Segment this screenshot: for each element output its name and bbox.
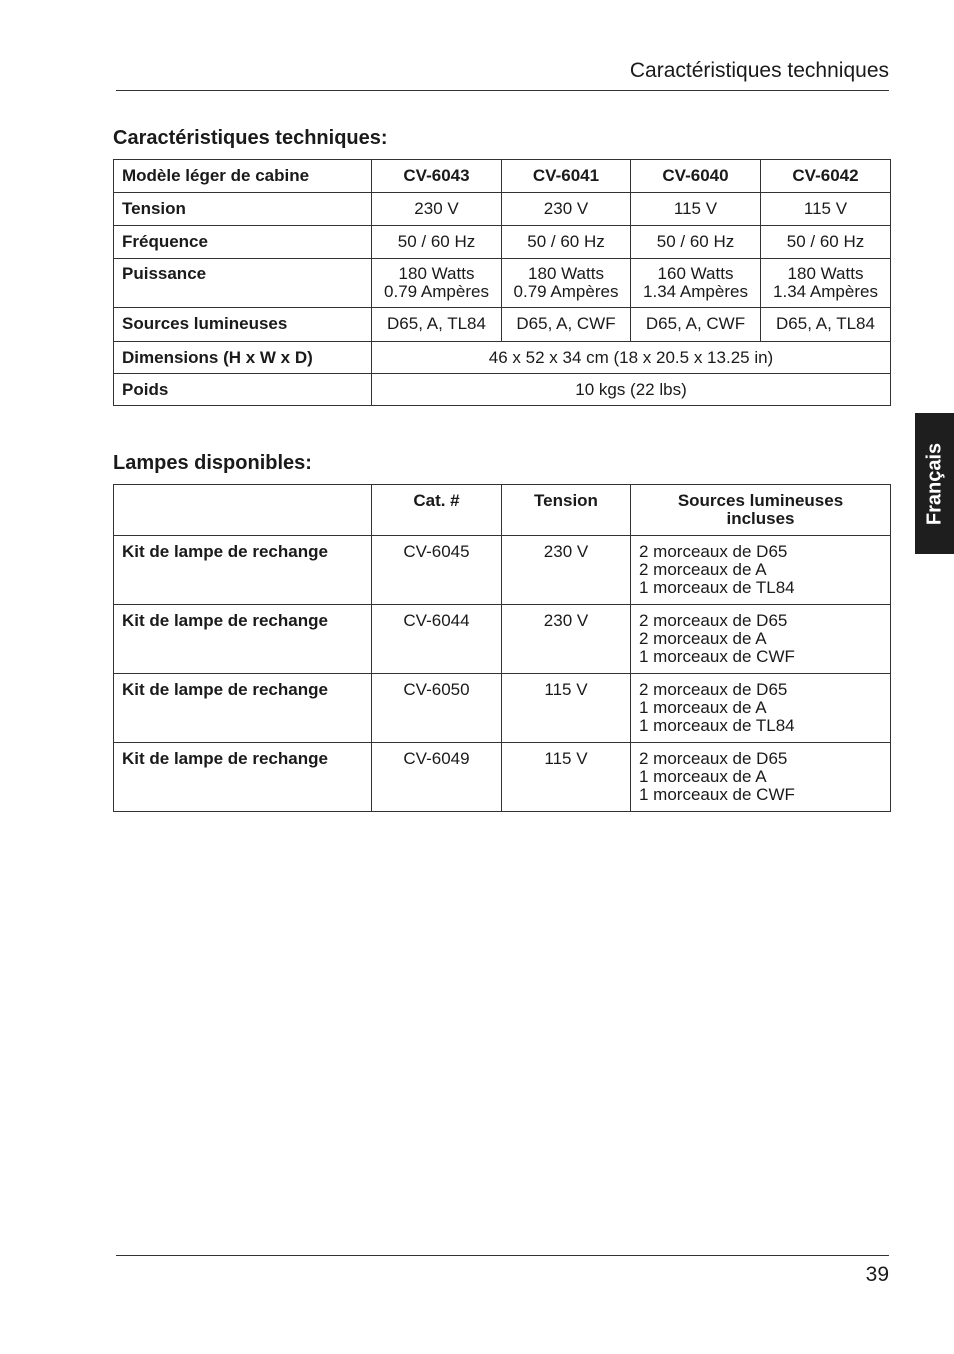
specs-cell: 50 / 60 Hz xyxy=(372,226,502,259)
specs-header-model: CV-6042 xyxy=(761,160,891,193)
specs-row-puissance xyxy=(114,259,891,308)
specs-cell: 230 V xyxy=(502,193,631,226)
lamps-table xyxy=(113,484,891,812)
specs-header-model-label: Modèle léger de cabine xyxy=(114,160,372,193)
lamps-row xyxy=(114,536,891,605)
lamps-row-name: Kit de lampe de rechange xyxy=(114,674,372,743)
specs-row-label: Tension xyxy=(114,193,372,226)
lamps-row-cat: CV-6049 xyxy=(372,743,502,812)
lamps-row-name: Kit de lampe de rechange xyxy=(114,536,372,605)
lamps-header-row xyxy=(114,485,891,536)
lamps-row-cat: CV-6044 xyxy=(372,605,502,674)
specs-cell: D65, A, TL84 xyxy=(761,308,891,342)
specs-cell: 160 Watts 1.34 Ampères xyxy=(631,259,761,308)
specs-cell: 50 / 60 Hz xyxy=(502,226,631,259)
lamps-row xyxy=(114,605,891,674)
lamps-row xyxy=(114,743,891,812)
lamps-header-tension: Tension xyxy=(502,485,631,536)
specs-cell-merged: 10 kgs (22 lbs) xyxy=(372,374,891,406)
specs-header-model: CV-6041 xyxy=(502,160,631,193)
lamps-section-title: Lampes disponibles: xyxy=(113,452,312,474)
specs-cell: D65, A, CWF xyxy=(631,308,761,342)
specs-cell-merged: 46 x 52 x 34 cm (18 x 20.5 x 13.25 in) xyxy=(372,342,891,374)
specs-table xyxy=(113,159,891,406)
lamps-header-sources: Sources lumineuses incluses xyxy=(631,485,891,536)
specs-header-model: CV-6043 xyxy=(372,160,502,193)
specs-row-label: Puissance xyxy=(114,259,372,308)
specs-row-label: Poids xyxy=(114,374,372,406)
specs-row-label: Dimensions (H x W x D) xyxy=(114,342,372,374)
language-tab-label: Français xyxy=(923,442,945,525)
lamps-row-tension: 230 V xyxy=(502,605,631,674)
page-number: 39 xyxy=(865,1263,889,1286)
lamps-row-sources: 2 morceaux de D65 1 morceaux de A 1 morceaux de TL84 xyxy=(631,674,891,743)
lamps-row xyxy=(114,674,891,743)
lamps-row-sources: 2 morceaux de D65 1 morceaux de A 1 morceaux de CWF xyxy=(631,743,891,812)
specs-row-dimensions xyxy=(114,342,891,374)
lamps-row-tension: 115 V xyxy=(502,674,631,743)
lamps-header-empty xyxy=(114,485,372,536)
lamps-row-name: Kit de lampe de rechange xyxy=(114,605,372,674)
specs-row-frequence xyxy=(114,226,891,259)
running-header-title: Caractéristiques techniques xyxy=(629,59,889,82)
specs-row-label: Sources lumineuses xyxy=(114,308,372,342)
specs-cell: 115 V xyxy=(631,193,761,226)
lamps-row-sources: 2 morceaux de D65 2 morceaux de A 1 morceaux de TL84 xyxy=(631,536,891,605)
specs-cell: 115 V xyxy=(761,193,891,226)
specs-header-model: CV-6040 xyxy=(631,160,761,193)
specs-row-poids xyxy=(114,374,891,406)
language-tab xyxy=(915,413,954,554)
specs-row-sources xyxy=(114,308,891,342)
specs-header-row xyxy=(114,160,891,193)
specs-section-title: Caractéristiques techniques: xyxy=(113,127,388,149)
specs-cell: 230 V xyxy=(372,193,502,226)
lamps-row-sources: 2 morceaux de D65 2 morceaux de A 1 morceaux de CWF xyxy=(631,605,891,674)
header-divider xyxy=(116,90,889,91)
specs-cell: 180 Watts 0.79 Ampères xyxy=(372,259,502,308)
lamps-row-tension: 115 V xyxy=(502,743,631,812)
specs-cell: 180 Watts 1.34 Ampères xyxy=(761,259,891,308)
lamps-row-cat: CV-6050 xyxy=(372,674,502,743)
lamps-header-cat: Cat. # xyxy=(372,485,502,536)
specs-cell: D65, A, CWF xyxy=(502,308,631,342)
specs-row-tension xyxy=(114,193,891,226)
specs-cell: 180 Watts 0.79 Ampères xyxy=(502,259,631,308)
lamps-row-name: Kit de lampe de rechange xyxy=(114,743,372,812)
specs-row-label: Fréquence xyxy=(114,226,372,259)
specs-cell: 50 / 60 Hz xyxy=(631,226,761,259)
footer-divider xyxy=(116,1255,889,1256)
lamps-row-tension: 230 V xyxy=(502,536,631,605)
specs-cell: 50 / 60 Hz xyxy=(761,226,891,259)
specs-cell: D65, A, TL84 xyxy=(372,308,502,342)
lamps-row-cat: CV-6045 xyxy=(372,536,502,605)
